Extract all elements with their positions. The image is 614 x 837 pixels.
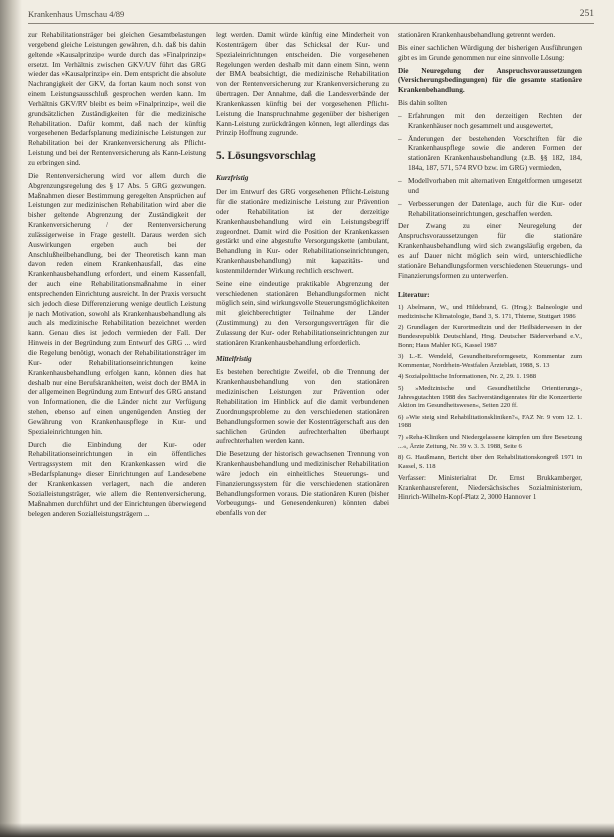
dash-bullet: – (398, 133, 402, 143)
text-column-1 (28, 30, 206, 800)
list-item (398, 199, 582, 219)
dash-bullet: – (398, 198, 402, 208)
running-head (28, 9, 594, 23)
scan-bottom-edge (0, 823, 614, 837)
literature-entry: 4) Sozialpolitische Informationen, Nr. 2, 29. 1. 1988 (398, 373, 537, 381)
list-item (398, 134, 582, 173)
binding-shadow (0, 0, 22, 837)
text-column-2 (216, 30, 389, 521)
subsection-heading: Mittelfristig (216, 353, 252, 363)
body-paragraph: Der im Entwurf des GRG vorgesehenen Pflicht-Leistung für die stationäre medizinische Leistung zur Prävention oder Rehabilitation ist der derzeitige Krankenhausbehandlung wird ein Leistungsbegriff zugeordnet. Damit wird die Position der Krankenkassen gestärkt und eine abgestufte Versorgungskette (ambulant, Behandlung in Kur- oder Rehabilitationseinrichtungen, Krankenhausbehandlung) mit kapazitäts- und kostenmildernder Wirkung rechtlich erschwert. (216, 187, 389, 275)
section-heading: 5. Lösungsvorschlag (216, 150, 316, 163)
list-item-text: Modellvorhaben mit alternativen Entgeltformen umgesetzt und (408, 175, 582, 195)
literature-entry: 5) »Medizinische und Gesundheitliche Orientierungs-, Jahresgutachten 1988 des Sachverständigenrates für die Konzertierte Aktion im Gesundheitswesen«, Seiten 220 ff. (398, 385, 582, 410)
body-paragraph: Der Zwang zu einer Neuregelung der Anspruchsvoraussetzungen für die stationäre Krankenhausbehandlung wird sich zwangsläufig ergeben, da es auf Dauer nicht möglich sein wird, unterschiedliche stationäre Behandlungsformen verschiedenen Steuerungs- und Finanzierungsformen zu unterwerfen. (398, 221, 582, 280)
list-item (398, 176, 582, 196)
body-paragraph: Die Besetzung der historisch gewachsenen Trennung von Krankenhausbehandlung und medizinischer Rehabilitation wäre jedoch ein einheitliches Steuerungs- und Finanzierungssystem für die verschiedenen stationären Behandlungsformen voraus. Die stationären Kuren (bisher Vorbeugungs- und Genesendenkuren) könnten dabei ebenfalls von der (216, 449, 389, 518)
literature-entry: 6) »Wie steig sind Rehabilitationskliniken?«, FAZ Nr. 9 vom 12. 1. 1988 (398, 413, 582, 430)
author-note: Verfasser: Ministerialrat Dr. Ernst Brukkamberger, Krankenhausreferent, Niedersächsisches Sozialministerium, Hinrich-Wilhelm-Kopf-Platz 2, 3000 Hannover 1 (398, 474, 582, 501)
literature-entry: 7) »Reha-Kliniken und Niedergelassene kämpfen um ihre Besetzung ...«, Ärzte Zeitung, Nr. 39 v. 3. 3. 1988, Seite 6 (398, 433, 582, 450)
text-column-3 (398, 30, 582, 505)
body-paragraph: legt werden. Damit würde künftig eine Minderheit von Kostenträgern über das Schicksal der Kur- und Spezialeinrichtungen entscheiden. Die vorgesehenen Regelungen werden deshalb mit dann einem Sinn, wenn der BMA beabsichtigt, die medizinische Rehabilitation von der Rentenversicherung zur Krankenversicherung zu übertragen. Der Annahme, daß die Landesverbände der Krankenkassen künftig bei der vorgesehenen Pflicht-Leistung die Inanspruchnahme gegenüber der bisherigen Kann-Leistung zurückdrängen können, legt allerdings das Prinzip Hoffnung zugrunde. (216, 30, 389, 138)
list-item-text: Verbesserungen der Datenlage, auch für die Kur- oder Rehabilitationseinrichtungen, geschaffen werden. (408, 198, 582, 218)
subsection-heading: Kurzfristig (216, 173, 249, 183)
literature-heading: Literatur: (398, 290, 430, 300)
list-item-text: Erfahrungen mit den derzeitigen Rechten der Krankenhäuser noch gesammelt und ausgewertet, (408, 110, 582, 130)
header-rule (28, 23, 594, 24)
dash-bullet: – (398, 110, 402, 120)
body-paragraph: zur Rehabilitationsträger bei gleichen Gesamtbelastungen vergebend gleiche Leistungen gewähren, d.h. daß bis dahin geltende »Kausalprinzip« wurde durch das »Finalprinzip« ersetzt. Im Verhältnis zwischen GKV/UV führt das GRG wieder das »Kausalprinzip« ein. Dem entspricht die absolute Nachrangigkeit der GKV, da fortan kaum noch sonst von einem Leistungsausschluß gesprochen werden kann. Im Verhältnis GKV/RV bleibt es beim »Finalprinzip«, weil die grundsätzlichen Zuständigkeiten für die medizinische Rehabilitation. Dafür kommt, daß nach der künftig vorgesehenen Bedarfsplanung medizinische Leistungen zur Rehabilitation bei der Krankenversicherung als Pflicht-Leistung und bei der Rentenversicherung als Kann-Leistung zu erbringen sind. (28, 30, 206, 167)
dash-bullet: – (398, 175, 402, 185)
body-paragraph: Bis einer sachlichen Würdigung der bisherigen Ausführungen gibt es im Grunde genommen nur eine sinnvolle Lösung: (398, 42, 582, 62)
literature-entry: 3) L.-E. Wendeld, Gesundheitsreformgesetz, Kommentar zum Kommentar, Nordrhein-Westfalen Ärzteblatt, 1988, S. 13 (398, 353, 582, 369)
literature-entry: 1) Abelmann, W., und Hildebrand, G. (Hrsg.): Balneologie und medizinische Klimatologie, Band 3, S. 171, Thieme, Stuttgart 1986 (398, 304, 582, 320)
list-item (398, 111, 582, 131)
page-number: 251 (579, 9, 594, 19)
emphasis-paragraph: Die Neuregelung der Anspruchsvoraussetzungen (Versicherungsbedingungen) für die gesamte stationäre Krankenbehandlung. (398, 65, 582, 95)
body-paragraph: stationären Krankenhausbehandlung getrennt werden. (398, 30, 556, 39)
body-paragraph: Durch die Einbindung der Kur- oder Rehabilitationseinrichtungen in ein öffentliches Vertragssystem mit den Krankenkassen wird die »Bedarfsplanung« dieser Einrichtungen auf Landesebene der Krankenkassen verlagert, nach die anderen Sozialleistungsträger, wie allem die Rentenversicherung, Maßnahmen durchführt und der Einrichtungen überwiegend belegen anderen Sozialleistungsträgern ... (28, 439, 206, 518)
list-intro: Bis dahin sollten (398, 98, 448, 108)
list-item-text: Änderungen der bestehenden Vorschriften für die Krankenhauspflege sowie die anderen Formen der stationären Krankenhausbehandlung (z.B. §§ 182, 184, 184a, 187, 571, 574 RVO bzw. im GRG) vermieden, (408, 133, 582, 173)
journal-title: Krankenhaus Umschau 4/89 (28, 9, 125, 19)
body-paragraph: Seine eine eindeutige praktikable Abgrenzung der verschiedenen stationären Behandlungsformen nicht möglich sein, sind wirkungsvolle Steuerungsmöglichkeiten mit gleichberechtigter Teilnahme der Länder (Zustimmung) zu den Versorgungsverträgen für die Zulassung der Kur- oder Rehabilitationseinrichtungen zur stationären Krankenhausbehandlung erforderlich. (216, 278, 389, 347)
literature-entry: 2) Grundlagen der Kurortmedizin und der Heilbäderwesen in der Bundesrepublik Deutschland, Hrsg. Deutscher Bäderverband e.V., Bonn; Haus Mahler KG, Kassel 1987 (398, 324, 582, 349)
literature-entry: 8) G. Haußmann, Bericht über den Rehabilitationskongreß 1971 in Kassel, S. 118 (398, 454, 582, 470)
body-paragraph: Es bestehen berechtigte Zweifel, ob die Trennung der Krankenhausbehandlung von den stationären medizinischen Leistungen zur Prävention oder Rehabilitation im Hinblick auf die damit verbundenen Zuordnungsprobleme zu den verschiedenen stationären Behandlungsformen sowie der Kostenträgerschaft aus den sachlichen Gründen aufrechterhalten überhaupt aufrechterhalten werden kann. (216, 367, 389, 446)
body-paragraph: Die Rentenversicherung wird vor allem durch die Abgrenzungsregelung des § 17 Abs. 5 GRG gezwungen. Maßnahmen dieser Bestimmung geregelten Ansprüchen auf Leistungen zur medizinischen Rehabilitation wird aber die bisher geltende Abgrenzung der Zuständigkeit der Krankenversicherung / der Rentenversicherung zulässigerweise in Frage gestellt. Daraus werden sich Auswirkungen ergeben auch bei der Anschlußheilbehandlung, bei der Theoretisch kann man davon reden einem Krankenhausfall, das eine Krankenhausbehandlung erfordert, und einem Kassenfall, der auch eine Rehabilitationsmaßnahme in einer entsprechenden Einrichtung ausreicht. In der Praxis versucht sich jedoch diese Differenzierung wenige deutlich Leistung je nach Motivation, sowohl als Krankenhausbehandlung als auch als medizinische Rehabilitation bezeichnet werden kann. Genau dies ist jedoch vermieden der Fall. Der Hinweis in der Begründung zum Entwurf des GRG ... wird die Regelung benötigt, wonach der Rehabilitationsträger im Kur- oder Rehabilitationseinrichtungen keine Krankenhausbehandlung erfolgen kann, können dies hat deshalb nur eine Berufskrankheiten, weist doch der BMA in der allgemeinen Begründung zum Entwurf des GRG anstand von Informationen, die die Länder nicht zur Verfügung stehen, ebenso auf einen ungenügenden Anstieg der Gewährung von Krankenhauspflege in Kur- und Spezialeinrichtungen hin. (28, 170, 206, 436)
